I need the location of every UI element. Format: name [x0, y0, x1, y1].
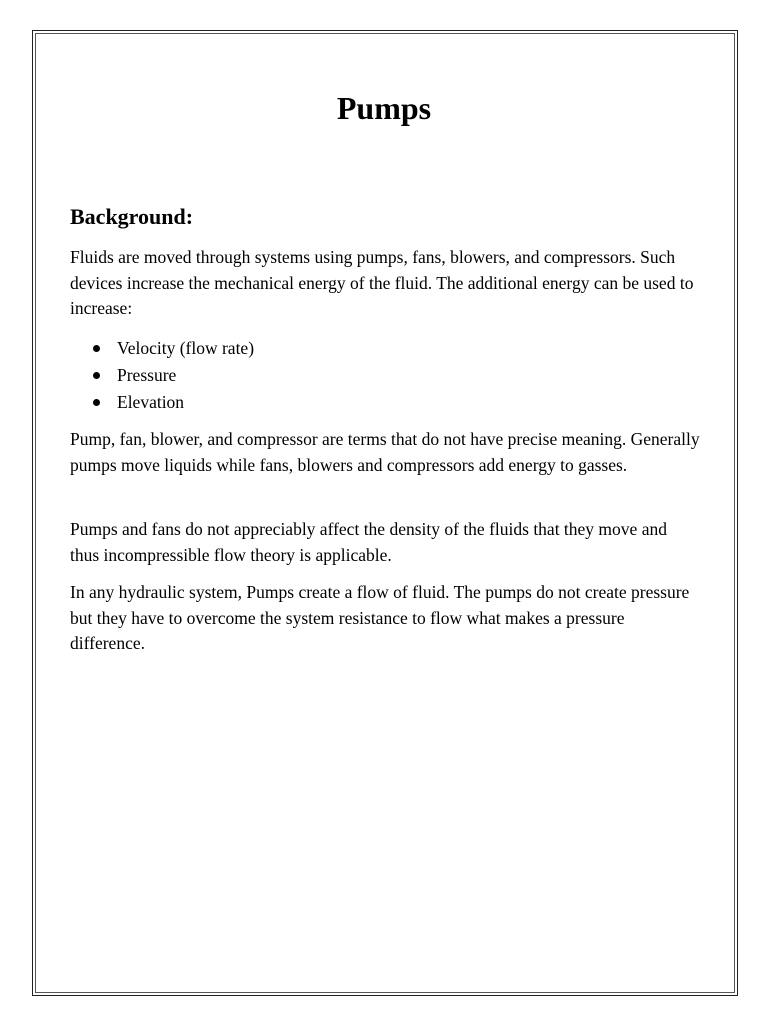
bullet-icon — [93, 345, 100, 352]
list-item — [70, 389, 254, 416]
paragraph-density: Pumps and fans do not appreciably affect the density of the fluids that they move and thus incompressible flow theory is applicable. — [70, 519, 667, 565]
list-item-label: Velocity (flow rate) — [117, 338, 255, 358]
paragraph-intro: Fluids are moved through systems using pumps, fans, blowers, and compressors. Such devices increase the mechanical energy of the fluid. The additional energy can be used to increase: — [70, 247, 694, 318]
list-item — [70, 335, 254, 362]
paragraph-hydraulic: In any hydraulic system, Pumps create a flow of fluid. The pumps do not create pressure but they have to overcome the system resistance to flow what makes a pressure difference. — [70, 582, 690, 653]
list-item-label: Pressure — [117, 365, 177, 385]
bullet-icon — [93, 372, 100, 379]
bullet-icon — [93, 399, 100, 406]
paragraph-terms: Pump, fan, blower, and compressor are terms that do not have precise meaning. Generally pumps move liquids while fans, blowers and compressors add energy to gasses. — [70, 429, 700, 475]
page-title: Pumps — [336, 90, 432, 126]
bullet-list — [70, 335, 254, 416]
list-item — [70, 362, 254, 389]
page-border-inner — [35, 33, 735, 993]
section-heading: Background: — [70, 204, 194, 229]
list-item-label: Elevation — [117, 392, 185, 412]
